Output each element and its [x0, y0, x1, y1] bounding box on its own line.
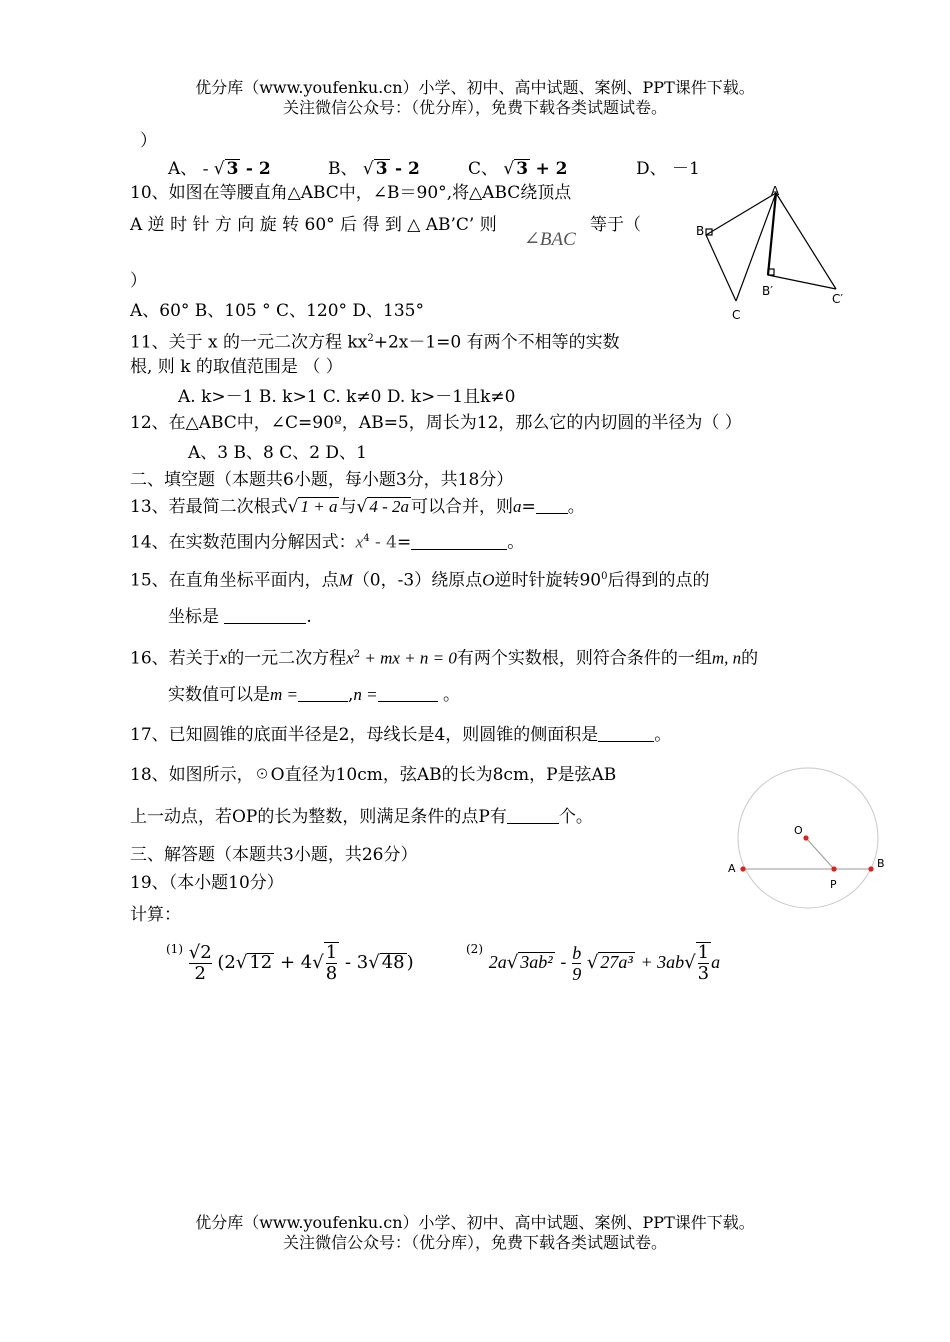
label-p: P: [830, 878, 837, 891]
q19-part-2: $^{(2)}$ 2a√ 3ab² - $\frac{b}{9}$ √ 27a³ + 3ab√ $\frac{1}{3}$ a: [466, 942, 721, 984]
q11-line-1: 11、关于 x 的一元二次方程 $kx^2+2x-1=0$ 有两个不相等的实数: [130, 332, 620, 353]
header-line-1: 优分库（www.youfenku.cn）小学、初中、高中试题、案例、PPT课件下载。: [195, 78, 755, 97]
q13: 13、若最简二次根式√ 1 + a 与√ 4 - 2a 可以合并，则a= 。: [130, 497, 585, 517]
q15-line-1: 15、在直角坐标平面内，点M（0，-3）绕原点O逆时针旋转$90^0$后得到的点的: [130, 570, 710, 591]
point-b: [868, 866, 873, 871]
segment-bc-prime: [768, 275, 836, 289]
q10-options: A、60° B、105 ° C、120° D、135°: [130, 301, 424, 321]
footer-line-1: 优分库（www.youfenku.cn）小学、初中、高中试题、案例、PPT课件下载。: [195, 1213, 755, 1232]
point-a: [740, 866, 745, 871]
footer-line-2: 关注微信公众号：（优分库），免费下载各类试题试卷。: [282, 1233, 667, 1252]
q11-line-2: 根, 则 k 的取值范围是 （ ）: [130, 357, 343, 377]
q10-line-1: 10、如图在等腰直角△ABC中，∠B＝90°,将△ABC绕顶点: [130, 183, 572, 203]
label-b-prime: B′: [762, 284, 773, 298]
section-2-heading: 二、填空题（本题共6小题，每小题3分，共18分）: [130, 470, 514, 490]
q12-line-1: 12、在△ABC中，∠C=90º，AB=5，周长为12，那么它的内切圆的半径为（ ）: [130, 413, 742, 433]
q13-blank: [536, 497, 568, 514]
q11-options: A. k>－1 B. k>1 C. k≠0 D. k>－1且k≠0: [178, 387, 516, 407]
q19-title: 19、（本小题10分）: [130, 873, 284, 893]
segment-ca-prime: [776, 193, 836, 289]
label-c: C: [732, 308, 741, 322]
q10-angle-bac: ∠BAC: [524, 229, 576, 250]
segment-bc: [706, 235, 736, 301]
q9-option-a: A、 - √ 3 - 2: [168, 159, 271, 179]
q17: 17、已知圆锥的底面半径是2，母线长是4，则圆锥的侧面积是 。: [130, 725, 672, 745]
q9-option-c: C、 √ 3 + 2: [468, 159, 568, 179]
q16-line-2: 实数值可以是m = ,n = 。: [168, 685, 461, 705]
label-b: B: [877, 857, 885, 870]
q14: 14、在实数范围内分解因式：$x^4 - 4=$ 。: [130, 532, 525, 553]
q9-tail: ）: [140, 131, 157, 151]
label-o: O: [794, 824, 803, 837]
q19-part-1: $^{(1)}$ $\frac{√2}{2}$ (2√ 12 + 4√ $\frac{1}{8}$ - 3√ 48 ): [166, 941, 414, 984]
q15-blank: [224, 607, 306, 624]
q17-blank: [598, 725, 654, 742]
q18-blank: [507, 807, 559, 824]
q15-line-2: 坐标是 .: [168, 607, 312, 627]
q10-triangle-figure: [690, 185, 860, 330]
q18-line-1: 18、如图所示，☉O直径为10cm，弦AB的长为8cm，P是弦AB: [130, 765, 617, 785]
q14-blank: [411, 533, 507, 550]
q9-option-b: B、 √ 3 - 2: [328, 159, 420, 179]
q10-line-3: ）: [130, 271, 147, 291]
q16-line-1: 16、若关于x的一元二次方程$x^2$ + mx + n = 0有两个实数根，则符合条件的一组m, n的: [130, 648, 759, 669]
label-a: A: [771, 184, 780, 198]
q9-option-d: D、 －1: [636, 159, 700, 179]
point-o: [803, 835, 808, 840]
section-3-heading: 三、解答题（本题共3小题，共26分）: [130, 845, 418, 865]
label-c-prime: C′: [832, 292, 844, 306]
label-a: A: [728, 862, 736, 875]
q16-blank-m: [298, 685, 348, 702]
header-line-2: 关注微信公众号：（优分库），免费下载各类试题试卷。: [282, 98, 667, 117]
q19-compute: 计算：: [130, 905, 181, 925]
label-b: B: [696, 224, 705, 238]
q16-blank-n: [378, 685, 438, 702]
q10-line-2-end: 等于（: [590, 215, 641, 235]
point-p: [831, 866, 836, 871]
q18-line-2: 上一动点，若OP的长为整数，则满足条件的点P有 个。: [130, 807, 593, 827]
q10-line-2: A 逆 时 针 方 向 旋 转 60° 后 得 到 △ AB’C’ 则: [130, 215, 497, 235]
q18-circle-figure: [726, 766, 896, 916]
segment-op: [806, 838, 834, 869]
q12-options: A、3 B、8 C、2 D、1: [188, 443, 367, 463]
segment-ab: [706, 193, 776, 235]
